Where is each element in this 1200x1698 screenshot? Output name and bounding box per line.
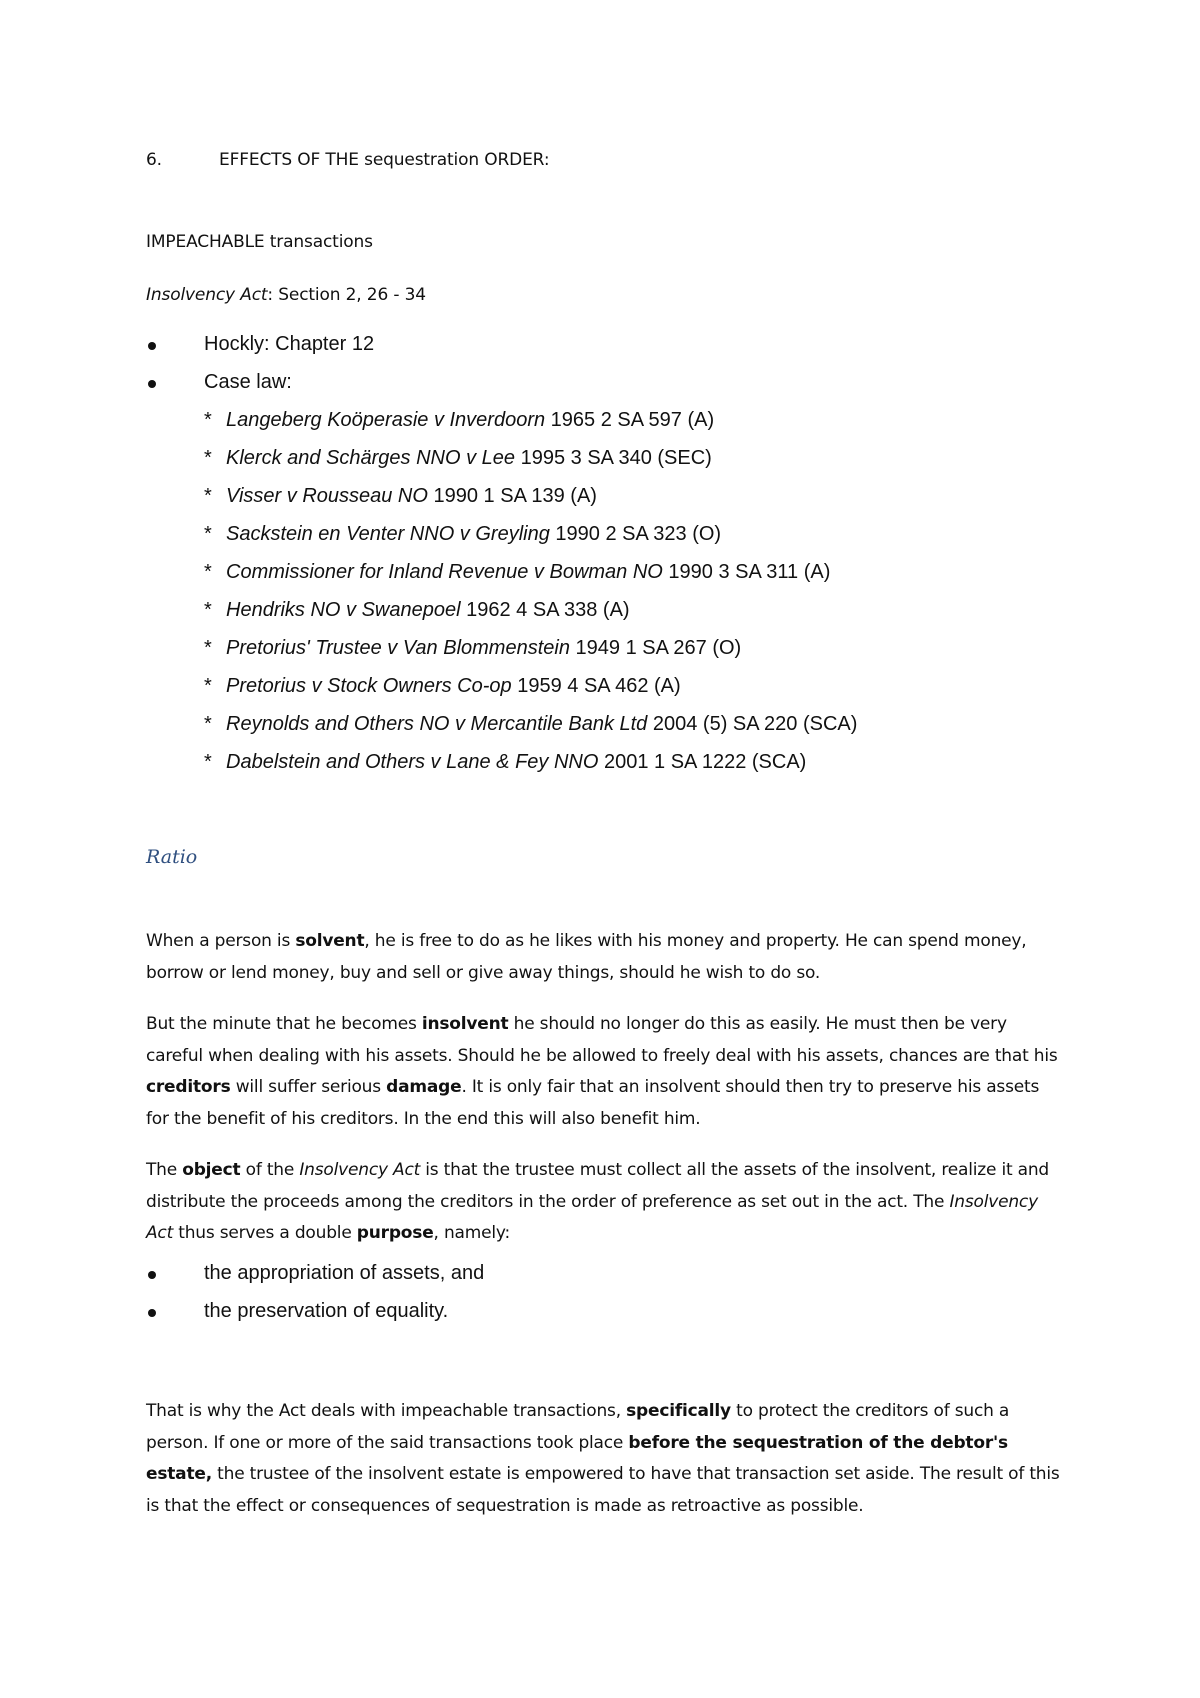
case-name: Commissioner for Inland Revenue v Bowman NO — [226, 561, 663, 583]
text-run-bold: purpose — [356, 1223, 434, 1243]
case-item — [204, 447, 712, 470]
subheading: IMPEACHABLE transactions — [146, 232, 373, 252]
case-citation: 1995 3 SA 340 (SEC) — [515, 447, 712, 469]
case-citation: 1990 3 SA 311 (A) — [662, 561, 831, 583]
asterisk-icon: * — [204, 447, 212, 469]
text-run: to protect the creditors of such a person. If one or more of the said transactions took place — [146, 1401, 1010, 1453]
asterisk-icon: * — [204, 561, 212, 583]
bullet-icon — [148, 342, 156, 350]
case-citation: 1959 4 SA 462 (A) — [511, 675, 681, 697]
asterisk-icon: * — [204, 675, 212, 697]
case-item — [204, 599, 630, 622]
case-citation: 1962 4 SA 338 (A) — [460, 599, 630, 621]
case-citation: 1965 2 SA 597 (A) — [545, 409, 715, 431]
bullet-icon — [148, 1309, 156, 1317]
case-name: Hendriks NO v Swanepoel — [226, 599, 461, 621]
case-item — [204, 713, 857, 736]
text-run: . It is only fair that an insolvent should then try to preserve his assets for the benefit of his creditors. In the end this will also benefit him. — [146, 1077, 1040, 1129]
case-item — [204, 523, 721, 546]
case-citation: 1990 1 SA 139 (A) — [427, 485, 597, 507]
case-name: Reynolds and Others NO v Mercantile Bank Ltd — [226, 713, 648, 735]
asterisk-icon: * — [204, 637, 212, 659]
bullet-icon — [148, 380, 156, 388]
text-run: of the — [240, 1160, 300, 1180]
asterisk-icon: * — [204, 751, 212, 773]
source-item: Case law: — [204, 371, 292, 393]
ratio-heading: Ratio — [146, 846, 198, 868]
paragraph-object — [146, 1155, 1066, 1250]
asterisk-icon: * — [204, 409, 212, 431]
asterisk-icon: * — [204, 523, 212, 545]
paragraph-impeachable — [146, 1396, 1066, 1522]
section-number: 6. — [146, 150, 162, 170]
text-run: he should no longer do this as easily. He must then be very careful when dealing with his assets. Should he be allowed to freely deal with his assets, chances are that his — [146, 1014, 1058, 1066]
text-run: is that the trustee must collect all the assets of the insolvent, realize it and distribute the proceeds among the creditors in the order of preference as set out in the act. The — [146, 1160, 1050, 1212]
text-run-bold: before the sequestration of the debtor's estate, — [146, 1432, 1008, 1484]
case-item — [204, 409, 714, 432]
text-run: The — [146, 1160, 183, 1180]
case-name: Klerck and Schärges NNO v Lee — [226, 447, 516, 469]
act-name: Insolvency Act — [146, 285, 268, 305]
text-run: But the minute that he becomes — [146, 1014, 422, 1034]
text-run: , he is free to do as he likes with his money and property. He can spend money, borrow or lend money, buy and sell or give away things, should he wish to do so. — [146, 931, 1027, 983]
case-item — [204, 561, 830, 584]
case-item — [204, 637, 741, 660]
case-citation: 1990 2 SA 323 (O) — [549, 523, 722, 545]
text-run-bold: creditors — [146, 1077, 231, 1097]
asterisk-icon: * — [204, 713, 212, 735]
purpose-item: the preservation of equality. — [204, 1300, 449, 1322]
text-run-bold: specifically — [626, 1401, 731, 1421]
text-run: When a person is — [146, 931, 296, 951]
act-reference — [146, 285, 426, 305]
text-run-bold: damage — [386, 1077, 462, 1097]
text-run: thus serves a double — [173, 1223, 357, 1243]
case-name: Pretorius' Trustee v Van Blommenstein — [226, 637, 570, 659]
text-run-italic: Insolvency Act — [146, 1191, 1038, 1243]
text-run: That is why the Act deals with impeachable transactions, — [146, 1401, 627, 1421]
text-run-italic: Insolvency Act — [299, 1160, 421, 1180]
act-sections: : Section 2, 26 - 34 — [267, 285, 426, 305]
case-name: Sackstein en Venter NNO v Greyling — [226, 523, 550, 545]
section-title: EFFECTS OF THE sequestration ORDER: — [219, 150, 550, 170]
asterisk-icon: * — [204, 599, 212, 621]
text-run: will suffer serious — [230, 1077, 387, 1097]
text-run-bold: insolvent — [421, 1014, 509, 1034]
case-item — [204, 675, 681, 698]
case-item — [204, 751, 806, 774]
case-name: Visser v Rousseau NO — [226, 485, 428, 507]
text-run: , namely: — [433, 1223, 511, 1243]
paragraph-solvent — [146, 926, 1066, 989]
asterisk-icon: * — [204, 485, 212, 507]
case-citation: 2001 1 SA 1222 (SCA) — [598, 751, 807, 773]
text-run-bold: solvent — [295, 931, 365, 951]
case-citation: 1949 1 SA 267 (O) — [569, 637, 742, 659]
source-item: Hockly: Chapter 12 — [204, 333, 375, 355]
text-run-bold: object — [182, 1160, 241, 1180]
text-run: the trustee of the insolvent estate is empowered to have that transaction set aside. The result of this is that the effect or consequences of sequestration is made as retroactive as possible. — [146, 1464, 1060, 1516]
case-citation: 2004 (5) SA 220 (SCA) — [647, 713, 858, 735]
case-name: Dabelstein and Others v Lane & Fey NNO — [226, 751, 599, 773]
case-item — [204, 485, 597, 508]
paragraph-insolvent — [146, 1009, 1066, 1135]
bullet-icon — [148, 1271, 156, 1279]
purpose-item: the appropriation of assets, and — [204, 1262, 485, 1284]
case-name: Langeberg Koöperasie v Inverdoorn — [226, 409, 546, 431]
case-name: Pretorius v Stock Owners Co-op — [226, 675, 512, 697]
